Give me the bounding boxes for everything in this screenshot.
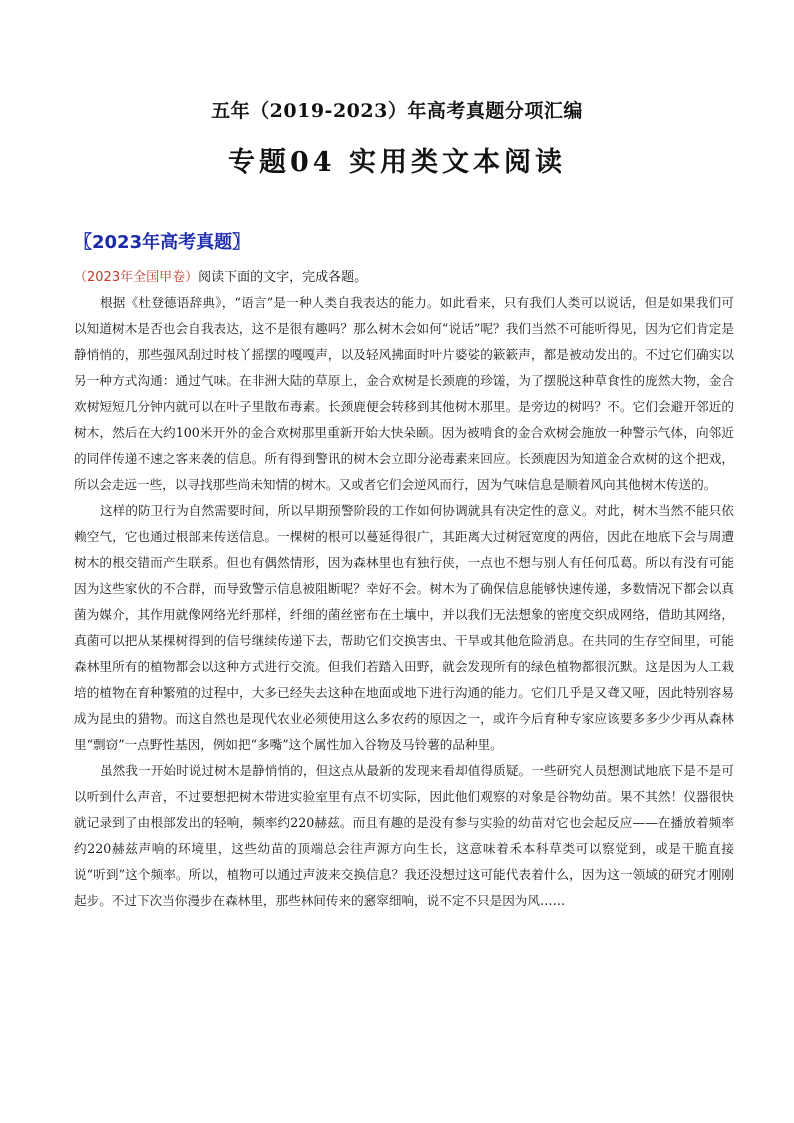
reading-passage xyxy=(74,290,734,914)
section-label: 2023年高考真题 xyxy=(92,232,233,253)
section-bracket-close: 〗 xyxy=(232,232,251,253)
section-heading xyxy=(74,228,250,254)
document-title: 五年（2019-2023）年高考真题分项汇编 xyxy=(211,100,583,122)
passage-paragraph-2: 这样的防卫行为自然需要时间，所以早期预警阶段的工作如何协调就具有决定性的意义。对此，树木当然不能只依赖空气，它也通过根部来传送信息。一棵树的根可以蔓延得很广，其距离大过树冠宽度的两倍，因此在地底下会与周遭树木的根交错而产生联系。但也有偶然情形，因为森林里也有独行侠，一点也不想与别人有任何瓜葛。所以有没有可能因为这些家伙的不合群，而导致警示信息被阻断呢？幸好不会。树木为了确保信息能够快速传递，多数情况下都会以真菌为媒介，其作用就像网络光纤那样，纤细的菌丝密布在土壤中，并以我们无法想象的密度交织成网络，借助其网络，真菌可以把从某棵树得到的信号继续传递下去，帮助它们交换害虫、干旱或其他危险消息。在共同的生存空间里，可能森林里所有的植物都会以这种方式进行交流。但我们若踏入田野，就会发现所有的绿色植物都很沉默。这是因为人工栽培的植物在育种繁殖的过程中，大多已经失去这种在地面或地下进行沟通的能力。它们几乎是又聋又哑，因此特别容易成为昆虫的猎物。而这自然也是现代农业必须使用这么多农药的原因之一，或许今后育种专家应该要多多少少再从森林里“剽窃”一点野性基因，例如把“多嘴”这个属性加入谷物及马铃薯的品种里。 xyxy=(74,503,734,752)
source-paren-open: （ xyxy=(74,270,88,285)
exam-source: 2023年全国甲卷 xyxy=(87,270,186,285)
source-paren-close: ） xyxy=(185,270,199,285)
instruction-text: 阅读下面的文字，完成各题。 xyxy=(198,270,368,285)
passage-paragraph-1: 根据《杜登德语辞典》，“语言”是一种人类自我表达的能力。如此看来，只有我们人类可以说话，但是如果我们可以知道树木是否也会自我表达，这不是很有趣吗？那么树木会如何“说话”呢？我们当然不可能听得见，因为它们肯定是静悄悄的，那些强风刮过时枝丫摇摆的嘎嘎声，以及轻风拂面时叶片婆娑的簌簌声，都是被动发出的。不过它们确实以另一种方式沟通：通过气味。在非洲大陆的草原上，金合欢树是长颈鹿的珍馐，为了摆脱这种草食性的庞然大物，金合欢树短短几分钟内就可以在叶子里散布毒素。长颈鹿便会转移到其他树木那里。是旁边的树吗？不。它们会避开邻近的树木，然后在大约100米开外的金合欢树那里重新开始大快朵颐。因为被啃食的金合欢树会施放一种警示气体，向邻近的同伴传递不速之客来袭的信息。所有得到警讯的树木会立即分泌毒素来回应。长颈鹿因为知道金合欢树的这个把戏，所以会走远一些，以寻找那些尚未知情的树木。又或者它们会逆风而行，因为气味信息是顺着风向其他树木传送的。 xyxy=(74,295,734,492)
section-bracket-open: 〖 xyxy=(74,232,92,253)
document-subtitle: 专题04 实用类文本阅读 xyxy=(228,147,566,178)
passage-paragraph-3: 虽然我一开始时说过树木是静悄悄的，但这点从最新的发现来看却值得质疑。一些研究人员想测试地底下是不是可以听到什么声音，不过要想把树木带进实验室里有点不切实际，因此他们观察的对象是谷物幼苗。果不其然！仪器很快就记录到了由根部发出的轻响，频率约220赫兹。而且有趣的是没有参与实验的幼苗对它也会起反应——在播放着频率约220赫兹声响的环境里，这些幼苗的顶端总会往声源方向生长，这意味着禾本科草类可以察觉到，或是干脆直接说“听到”这个频率。所以，植物可以通过声波来交换信息？我还没想过这可能代表着什么，因为这一领域的研究才刚刚起步。不过下次当你漫步在森林里，那些林间传来的窸窣细响，说不定不只是因为风…… xyxy=(74,763,734,908)
question-intro xyxy=(74,266,367,285)
